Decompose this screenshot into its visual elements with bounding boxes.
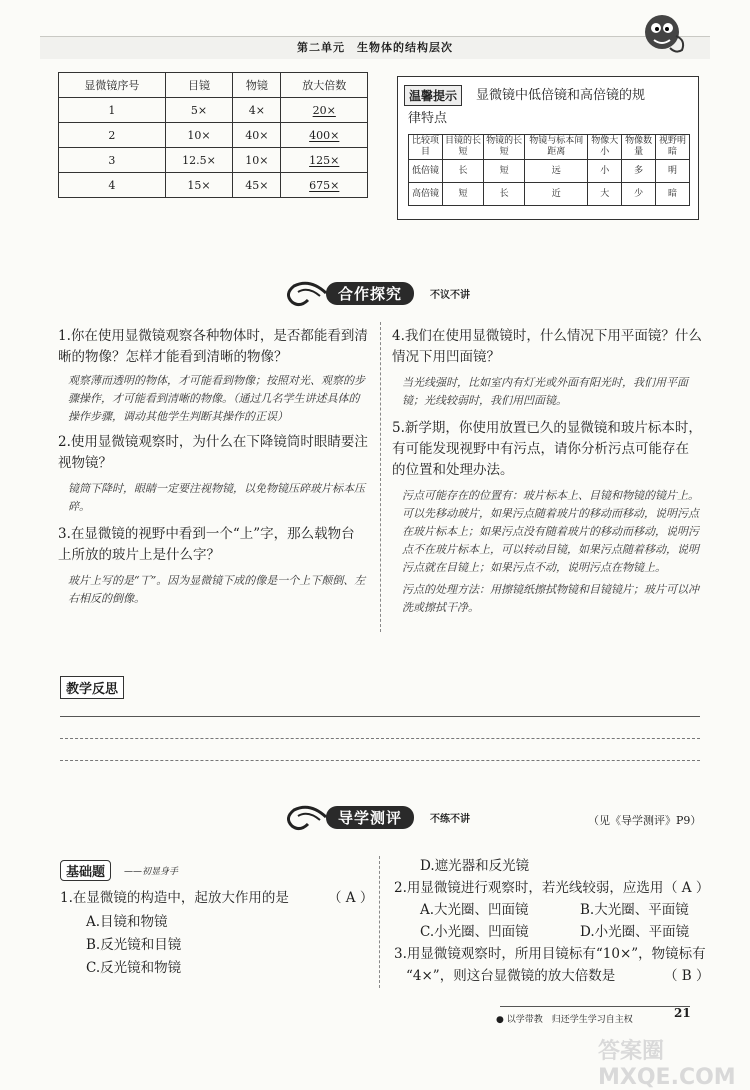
question-1: 1.你在使用显微镜观察各种物体时，是否都能看到清晰的物像？怎样才能看到清晰的物像？ bbox=[58, 328, 368, 365]
cooperation-title: 合作探究 bbox=[326, 282, 414, 305]
option-a: A.大光圈、凹面镜 bbox=[420, 902, 529, 918]
table-cell: 2 bbox=[59, 123, 166, 148]
table-cell: 1 bbox=[59, 98, 166, 123]
option-b: B.大光圈、平面镜 bbox=[580, 902, 689, 918]
reflection-line bbox=[60, 760, 700, 761]
table-cell: 短 bbox=[442, 183, 483, 206]
table-cell: 多 bbox=[622, 160, 656, 183]
cooperation-banner bbox=[280, 276, 520, 310]
table-cell: 长 bbox=[442, 160, 483, 183]
table-cell: 短 bbox=[484, 160, 525, 183]
table-cell: 暗 bbox=[656, 183, 690, 206]
table-row bbox=[59, 148, 368, 173]
basic-label: 基础题 bbox=[60, 860, 111, 881]
cooperation-subtitle: 不议不讲 bbox=[430, 290, 470, 301]
table-cell: 400× bbox=[281, 123, 368, 148]
table-row bbox=[59, 173, 368, 198]
page-header bbox=[40, 36, 710, 59]
table-header-cell: 视野明暗 bbox=[656, 135, 690, 160]
tip-text-line1: 显微镜中低倍镜和高倍镜的规 bbox=[476, 88, 646, 103]
table-cell: 4 bbox=[59, 173, 166, 198]
table-cell: 3 bbox=[59, 148, 166, 173]
mc-question-3-cont: “4×”，则这台显微镜的放大倍数是 bbox=[406, 968, 616, 984]
table-cell: 少 bbox=[622, 183, 656, 206]
table-header-cell: 放大倍数 bbox=[281, 73, 368, 98]
table-cell: 15× bbox=[165, 173, 233, 198]
option-c: C.小光圈、凹面镜 bbox=[420, 924, 529, 940]
option-c: C.反光镜和物镜 bbox=[86, 960, 182, 976]
option-d: D.遮光器和反光镜 bbox=[420, 858, 530, 874]
table-header-cell: 物像数量 bbox=[622, 135, 656, 160]
table-cell: 4× bbox=[233, 98, 281, 123]
answer-1: 观察薄而透明的物体，才可能看到物像；按照对光、观察的步骤操作，才可能看到清晰的物像。（通过几名学生讲述具体的操作步骤，调动其他学生判断其操作的正误） bbox=[68, 374, 365, 423]
table-header-row bbox=[409, 135, 690, 160]
table-cell: 近 bbox=[525, 183, 588, 206]
column-divider bbox=[379, 856, 380, 988]
mascot-icon bbox=[636, 8, 692, 58]
table-cell: 12.5× bbox=[165, 148, 233, 173]
option-d: D.小光圈、平面镜 bbox=[580, 924, 690, 940]
table-cell: 大 bbox=[588, 183, 622, 206]
left-questions bbox=[58, 326, 368, 608]
table-header-cell: 物像大小 bbox=[588, 135, 622, 160]
table-cell: 40× bbox=[233, 123, 281, 148]
question-5: 5.新学期，你使用放置已久的显微镜和玻片标本时，有可能发现视野中有污点，请你分析污点可能存在的位置和处理办法。 bbox=[392, 420, 702, 478]
mc-question-3: 3.用显微镜观察时，所用目镜标有“10×”，物镜标有 bbox=[394, 946, 706, 962]
table-cell: 45× bbox=[233, 173, 281, 198]
option-a: A.目镜和物镜 bbox=[86, 914, 168, 930]
table-cell: 高倍镜 bbox=[409, 183, 443, 206]
answer-5-treatment: 污点的处理方法：用擦镜纸擦拭物镜和目镜镜片；玻片可以冲洗或擦拭干净。 bbox=[402, 583, 699, 614]
footer-line bbox=[500, 1006, 690, 1007]
assessment-title: 导学测评 bbox=[326, 806, 414, 829]
answer-4: 当光线强时，比如室内有灯光或外面有阳光时，我们用平面镜；光线较弱时，我们用凹面镜。 bbox=[402, 376, 688, 407]
reflection-line bbox=[60, 738, 700, 739]
table-cell: 20× bbox=[281, 98, 368, 123]
column-divider bbox=[380, 322, 381, 632]
reflection-line bbox=[60, 716, 700, 717]
question-4: 4.我们在使用显微镜时，什么情况下用平面镜？什么情况下用凹面镜？ bbox=[392, 328, 702, 365]
table-cell: 10× bbox=[165, 123, 233, 148]
table-cell: 远 bbox=[525, 160, 588, 183]
basic-sub: ——初显身手 bbox=[124, 867, 179, 877]
table-header-cell: 物镜 bbox=[233, 73, 281, 98]
table-row bbox=[59, 98, 368, 123]
tip-box bbox=[397, 76, 699, 220]
table-header-cell: 目镜的长短 bbox=[442, 135, 483, 160]
mc-answer-3: （ B ） bbox=[664, 968, 710, 984]
footer-slogan: ● 以学带教 归还学生学习自主权 bbox=[496, 1015, 633, 1025]
table-cell: 低倍镜 bbox=[409, 160, 443, 183]
table-cell: 明 bbox=[656, 160, 690, 183]
magnification-table bbox=[58, 72, 368, 198]
option-b: B.反光镜和目镜 bbox=[86, 937, 182, 953]
table-cell: 长 bbox=[484, 183, 525, 206]
lens-comparison-table bbox=[408, 134, 690, 206]
reflection-label: 教学反思 bbox=[60, 676, 124, 699]
footer-slogan-text: 以学带教 归还学生学习自主权 bbox=[506, 1015, 633, 1025]
table-header-row bbox=[59, 73, 368, 98]
table-cell: 5× bbox=[165, 98, 233, 123]
answer-5: 污点可能存在的位置有：玻片标本上、目镜和物镜的镜片上。可以先移动玻片，如果污点随着玻片的移动而移动，说明污点在玻片标本上；如果污点没有随着玻片的移动而移动，说明污点不在玻片标本上，可以转动目镜，如果污点随着移动，说明污点就在目镜上；如果污点不动，说明污点在物镜上。 bbox=[402, 489, 699, 574]
table-row bbox=[59, 123, 368, 148]
answer-3: 玻片上写的是“丅”。因为显微镜下成的像是一个上下颠倒、左右相反的倒像。 bbox=[68, 574, 366, 605]
question-2: 2.使用显微镜观察时，为什么在下降镜筒时眼睛要注视物镜？ bbox=[58, 434, 368, 471]
table-cell: 10× bbox=[233, 148, 281, 173]
right-questions bbox=[392, 326, 702, 617]
table-header-cell: 显微镜序号 bbox=[59, 73, 166, 98]
table-cell: 小 bbox=[588, 160, 622, 183]
mc-question-2: 2.用显微镜进行观察时，若光线较弱，应选用 bbox=[394, 880, 664, 896]
watermark: 答案圈 MXQE.COM bbox=[598, 1039, 736, 1090]
tip-text-line2: 律特点 bbox=[408, 111, 448, 126]
table-row bbox=[409, 160, 690, 183]
mc-answer-1: （ A ） bbox=[328, 890, 374, 906]
table-row bbox=[409, 183, 690, 206]
page-number: 21 bbox=[674, 1006, 691, 1020]
table-header-cell: 物镜的长短 bbox=[484, 135, 525, 160]
answer-2: 镜筒下降时，眼睛一定要注视物镜，以免物镜压碎玻片标本压碎。 bbox=[68, 482, 365, 513]
table-header-cell: 物镜与标本间距离 bbox=[525, 135, 588, 160]
tip-label: 温馨提示 bbox=[404, 85, 462, 106]
assessment-banner bbox=[280, 800, 520, 834]
assessment-subtitle: 不练不讲 bbox=[430, 814, 470, 825]
mc-question-1: 1.在显微镜的构造中，起放大作用的是 bbox=[60, 890, 289, 906]
question-3: 3.在显微镜的视野中看到一个“上”字，那么载物台上所放的玻片上是什么字？ bbox=[58, 526, 355, 563]
assessment-reference: （见《导学测评》P9） bbox=[588, 814, 702, 827]
unit-title: 第二单元 生物体的结构层次 bbox=[297, 41, 453, 54]
table-header-cell: 比较项目 bbox=[409, 135, 443, 160]
table-header-cell: 目镜 bbox=[165, 73, 233, 98]
table-cell: 675× bbox=[281, 173, 368, 198]
mc-answer-2: （ A ） bbox=[664, 880, 710, 896]
table-cell: 125× bbox=[281, 148, 368, 173]
